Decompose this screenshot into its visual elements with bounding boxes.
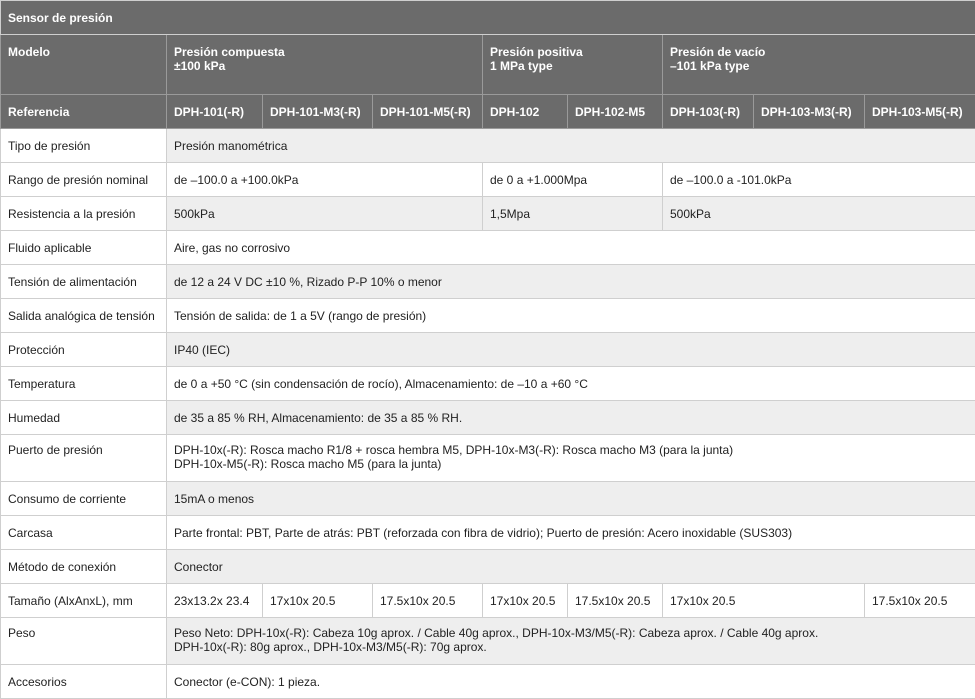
group-header-compound <box>167 35 483 95</box>
reference-model: DPH-101-M3(-R) <box>263 95 373 129</box>
row-value: Presión manométrica <box>167 129 975 163</box>
row-value: 1,5Mpa <box>483 197 663 231</box>
group-compound-line2: ±100 kPa <box>174 59 475 73</box>
reference-model: DPH-102-M5 <box>568 95 663 129</box>
row-value: Tensión de salida: de 1 a 5V (rango de presión) <box>167 299 975 333</box>
row-value: de 0 a +1.000Mpa <box>483 163 663 197</box>
row-value-line1: DPH-10x(-R): Rosca macho R1/8 + rosca hembra M5, DPH-10x-M3(-R): Rosca macho M3 (para la junta) <box>174 443 968 457</box>
table-row <box>1 163 975 197</box>
reference-model: DPH-103-M5(-R) <box>865 95 975 129</box>
table-row <box>1 231 975 265</box>
table-row <box>1 482 975 516</box>
row-value <box>167 618 975 665</box>
row-value: de 35 a 85 % RH, Almacenamiento: de 35 a 85 % RH. <box>167 401 975 435</box>
table-row <box>1 367 975 401</box>
row-value: 17x10x 20.5 <box>663 584 865 618</box>
row-value: 15mA o menos <box>167 482 975 516</box>
row-value: Aire, gas no corrosivo <box>167 231 975 265</box>
row-value-line2: DPH-10x(-R): 80g aprox., DPH-10x-M3/M5(-R): 70g aprox. <box>174 640 968 654</box>
group-compound-line1: Presión compuesta <box>174 45 475 59</box>
row-value: 17x10x 20.5 <box>263 584 373 618</box>
row-label: Tipo de presión <box>1 129 167 163</box>
row-value: de –100.0 a +100.0kPa <box>167 163 483 197</box>
table-row <box>1 299 975 333</box>
row-value: 500kPa <box>167 197 483 231</box>
table-title: Sensor de presión <box>1 1 975 35</box>
row-value: Conector <box>167 550 975 584</box>
reference-model: DPH-103-M3(-R) <box>754 95 865 129</box>
table-row <box>1 584 975 618</box>
group-vacuum-line2: –101 kPa type <box>670 59 968 73</box>
reference-model: DPH-101-M5(-R) <box>373 95 483 129</box>
row-value: 17x10x 20.5 <box>483 584 568 618</box>
row-label: Temperatura <box>1 367 167 401</box>
table-row <box>1 665 975 699</box>
row-value: 17.5x10x 20.5 <box>373 584 483 618</box>
group-header-positive <box>483 35 663 95</box>
row-value: de –100.0 a -101.0kPa <box>663 163 975 197</box>
group-header-vacuum <box>663 35 975 95</box>
group-positive-line1: Presión positiva <box>490 45 655 59</box>
row-label: Humedad <box>1 401 167 435</box>
reference-model: DPH-102 <box>483 95 568 129</box>
table-row <box>1 265 975 299</box>
row-label: Accesorios <box>1 665 167 699</box>
row-label: Salida analógica de tensión <box>1 299 167 333</box>
reference-model: DPH-101(-R) <box>167 95 263 129</box>
table-row <box>1 401 975 435</box>
row-label: Tensión de alimentación <box>1 265 167 299</box>
row-label: Método de conexión <box>1 550 167 584</box>
table-row <box>1 197 975 231</box>
row-label: Consumo de corriente <box>1 482 167 516</box>
row-label: Peso <box>1 618 167 665</box>
row-value: 23x13.2x 23.4 <box>167 584 263 618</box>
row-value: de 0 a +50 °C (sin condensación de rocío), Almacenamiento: de –10 a +60 °C <box>167 367 975 401</box>
model-header: Modelo <box>1 35 167 95</box>
reference-model: DPH-103(-R) <box>663 95 754 129</box>
row-label: Tamaño (AlxAnxL), mm <box>1 584 167 618</box>
row-value-line2: DPH-10x-M5(-R): Rosca macho M5 (para la junta) <box>174 457 968 471</box>
reference-label: Referencia <box>1 95 167 129</box>
row-value: de 12 a 24 V DC ±10 %, Rizado P-P 10% o menor <box>167 265 975 299</box>
row-label: Fluido aplicable <box>1 231 167 265</box>
group-positive-line2: 1 MPa type <box>490 59 655 73</box>
row-value: 500kPa <box>663 197 975 231</box>
row-value: IP40 (IEC) <box>167 333 975 367</box>
row-label: Resistencia a la presión <box>1 197 167 231</box>
row-value: Parte frontal: PBT, Parte de atrás: PBT (reforzada con fibra de vidrio); Puerto de presión: Acero inoxidable (SUS303) <box>167 516 975 550</box>
row-value: 17.5x10x 20.5 <box>865 584 975 618</box>
row-label: Rango de presión nominal <box>1 163 167 197</box>
row-value-line1: Peso Neto: DPH-10x(-R): Cabeza 10g aprox. / Cable 40g aprox., DPH-10x-M3/M5(-R): Cabeza aprox. / Cable 40g aprox. <box>174 626 968 640</box>
row-label: Puerto de presión <box>1 435 167 482</box>
table-row <box>1 435 975 482</box>
row-label: Protección <box>1 333 167 367</box>
table-row <box>1 333 975 367</box>
row-label: Carcasa <box>1 516 167 550</box>
table-row <box>1 129 975 163</box>
group-vacuum-line1: Presión de vacío <box>670 45 968 59</box>
table-row <box>1 516 975 550</box>
row-value <box>167 435 975 482</box>
row-value: Conector (e-CON): 1 pieza. <box>167 665 975 699</box>
row-value: 17.5x10x 20.5 <box>568 584 663 618</box>
table-row <box>1 618 975 665</box>
table-row <box>1 550 975 584</box>
